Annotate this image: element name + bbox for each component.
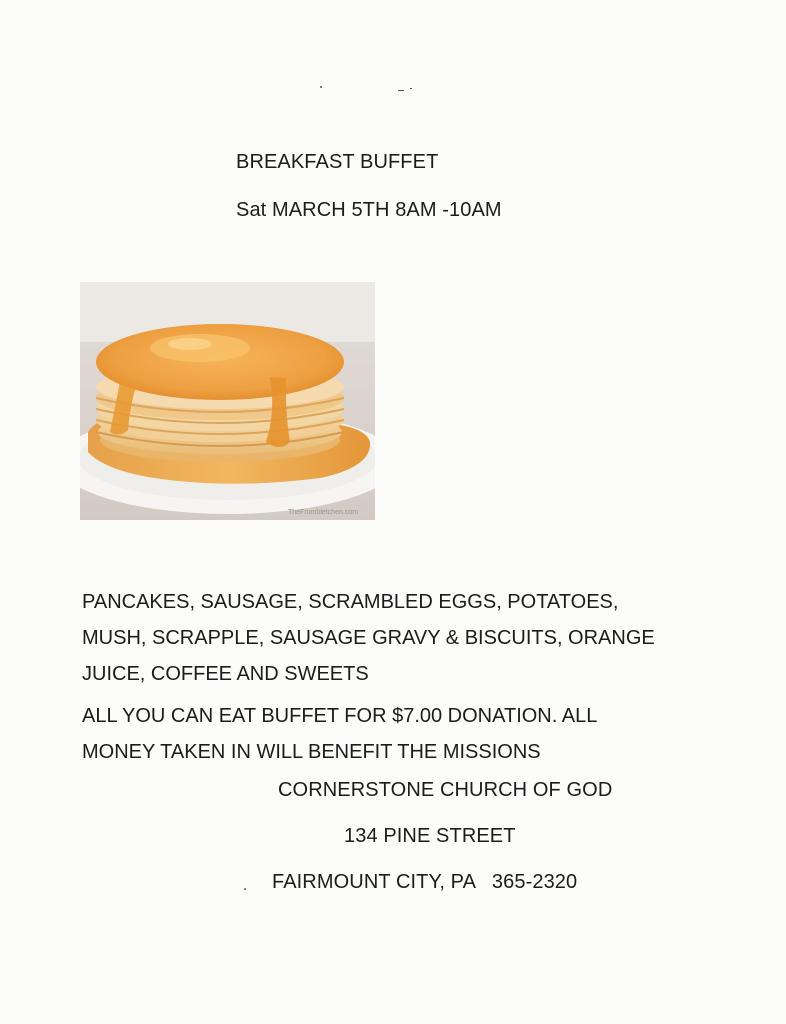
menu-line: JUICE, COFFEE AND SWEETS (82, 663, 369, 685)
pancakes-icon (80, 282, 375, 520)
donation-note (82, 698, 722, 770)
image-watermark: TheFrumbletchen.com (288, 509, 359, 516)
menu-line: MUSH, SCRAPPLE, SAUSAGE GRAVY & BISCUITS, ORANGE (82, 627, 655, 649)
menu-list (82, 584, 722, 692)
donation-line: MONEY TAKEN IN WILL BENEFIT THE MISSIONS (82, 741, 541, 763)
scan-speck (244, 888, 246, 890)
donation-line: ALL YOU CAN EAT BUFFET FOR $7.00 DONATION. ALL (82, 705, 598, 727)
pancakes-photo (80, 282, 375, 520)
scan-speck (320, 86, 322, 88)
scan-speck (398, 90, 404, 91)
event-date-time: Sat MARCH 5TH 8AM -10AM (236, 199, 502, 221)
church-street: 134 PINE STREET (344, 825, 516, 847)
church-name: CORNERSTONE CHURCH OF GOD (278, 779, 613, 801)
scan-speck (410, 88, 412, 89)
menu-line: PANCAKES, SAUSAGE, SCRAMBLED EGGS, POTATOES, (82, 591, 619, 613)
flyer-title: BREAKFAST BUFFET (236, 151, 439, 173)
church-city-phone: FAIRMOUNT CITY, PA 365-2320 (272, 871, 578, 893)
